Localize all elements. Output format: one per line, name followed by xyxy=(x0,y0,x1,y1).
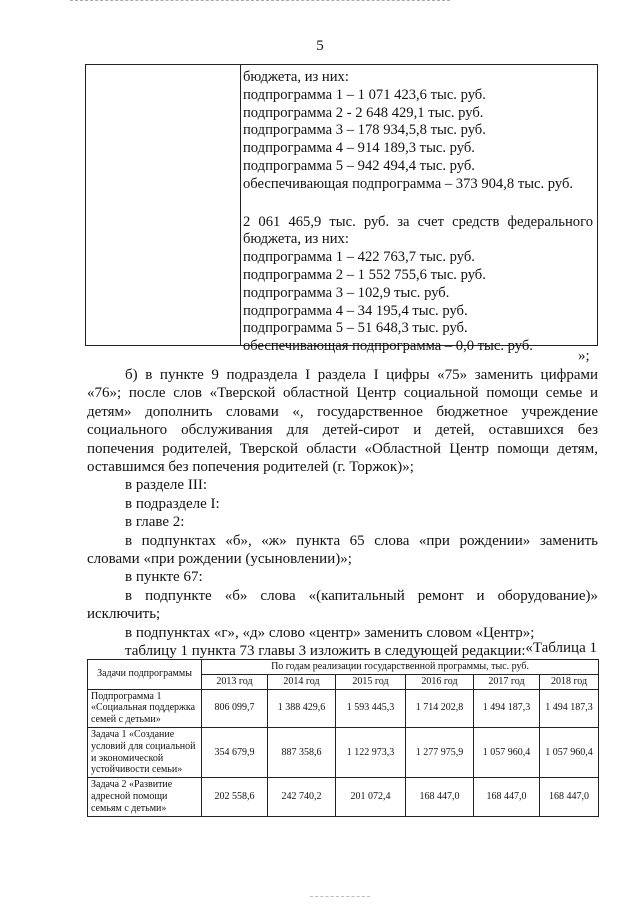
paragraph-line: исключить; xyxy=(87,606,161,623)
value-cell: 1 057 960,4 xyxy=(540,727,599,777)
value-cell: 354 679,9 xyxy=(202,727,268,777)
value-cell: 1 494 187,3 xyxy=(474,689,540,727)
federal-funding-line: 2 061 465,9 тыс. руб. за счет средств федерального xyxy=(243,213,593,230)
paragraph-line: в подпунктах «г», «д» слово «центр» заменить словом «Центр»; xyxy=(125,624,535,641)
value-cell: 202 558,6 xyxy=(202,778,268,816)
task-cell: Подпрограмма 1 «Социальная поддержка семей с детьми» xyxy=(88,689,202,727)
value-cell: 168 447,0 xyxy=(540,778,599,816)
value-cell: 168 447,0 xyxy=(406,778,474,816)
closing-quote: »; xyxy=(578,348,590,364)
funding-line: бюджета, из них: xyxy=(243,231,349,248)
value-cell: 201 072,4 xyxy=(336,778,406,816)
funding-table xyxy=(87,659,599,817)
paragraph-line: попечения родителей, Тверской области «Областной Центр помощи детям, xyxy=(87,440,598,457)
paragraph-line: таблицу 1 пункта 73 главы 3 изложить в следующей редакции: xyxy=(125,643,526,660)
funding-line: подпрограмма 1 – 1 071 423,6 тыс. руб. xyxy=(243,86,486,103)
paragraph-line: в подпункте «б» слова «(капитальный ремонт и оборудование)» xyxy=(125,587,598,604)
value-cell: 1 057 960,4 xyxy=(474,727,540,777)
chapter-heading: в главе 2: xyxy=(125,514,185,531)
funding-line: подпрограмма 5 – 942 494,4 тыс. руб. xyxy=(243,157,475,174)
value-cell: 1 277 975,9 xyxy=(406,727,474,777)
column-header-year: 2013 год xyxy=(202,674,268,689)
column-header-year: 2016 год xyxy=(406,674,474,689)
table-row xyxy=(88,727,599,777)
column-header-year: 2017 год xyxy=(474,674,540,689)
column-header-years-group: По годам реализации государственной программы, тыс. руб. xyxy=(202,660,599,675)
table-caption: «Таблица 1 xyxy=(525,640,597,656)
table-row xyxy=(88,778,599,816)
scan-artifact-bottom xyxy=(310,896,370,899)
funding-line: подпрограмма 4 – 914 189,3 тыс. руб. xyxy=(243,140,475,157)
column-header-year: 2015 год xyxy=(336,674,406,689)
funding-cell xyxy=(243,69,593,356)
paragraph-line: словами «при рождении (усыновлении)»; xyxy=(87,551,352,568)
value-cell: 242 740,2 xyxy=(268,778,336,816)
column-header-year: 2018 год xyxy=(540,674,599,689)
paragraph-line: «76»; после слов «Тверской областной Центр социальной помощи семье и xyxy=(87,385,598,402)
column-header-tasks: Задачи подпрограммы xyxy=(88,660,202,690)
paragraph-line: в пункте 67: xyxy=(125,569,203,586)
funding-line: подпрограмма 5 – 51 648,3 тыс. руб. xyxy=(243,320,468,337)
section-heading: в разделе III: xyxy=(125,477,207,494)
scan-artifact-top xyxy=(70,0,450,4)
table-header-row xyxy=(88,660,599,675)
task-cell: Задача 1 «Создание условий для социальной и экономической устойчивости семьи» xyxy=(88,727,202,777)
paragraph-line: социального обслуживания для детей-сирот и детей, оставшихся без xyxy=(87,422,598,439)
paragraph-line: б) в пункте 9 подраздела I раздела I цифры «75» заменить цифрами xyxy=(125,367,598,383)
value-cell: 168 447,0 xyxy=(474,778,540,816)
funding-line: обеспечивающая подпрограмма – 373 904,8 тыс. руб. xyxy=(243,175,574,192)
paragraph-line: оставшимся без попечения родителей (г. Торжок)»; xyxy=(87,459,414,476)
task-cell: Задача 2 «Развитие адресной помощи семьям с детьми» xyxy=(88,778,202,816)
paragraph-line: в подпунктах «б», «ж» пункта 65 слова «при рождении» заменить xyxy=(125,532,598,549)
funding-line: обеспечивающая подпрограмма – 0,0 тыс. руб. xyxy=(243,338,533,355)
funding-line: подпрограмма 3 – 178 934,5,8 тыс. руб. xyxy=(243,122,486,139)
subsection-heading: в подразделе I: xyxy=(125,495,220,512)
page-number: 5 xyxy=(316,38,324,54)
continuation-table xyxy=(85,64,598,355)
funding-line: бюджета, из них: xyxy=(243,69,349,85)
value-cell: 1 122 973,3 xyxy=(336,727,406,777)
value-cell: 887 358,6 xyxy=(268,727,336,777)
funding-line: подпрограмма 2 – 1 552 755,6 тыс. руб. xyxy=(243,266,486,283)
value-cell: 1 593 445,3 xyxy=(336,689,406,727)
funding-line: подпрограмма 1 – 422 763,7 тыс. руб. xyxy=(243,249,475,266)
amendments-text xyxy=(87,366,598,661)
funding-line: подпрограмма 2 - 2 648 429,1 тыс. руб. xyxy=(243,104,484,121)
funding-line: подпрограмма 4 – 34 195,4 тыс. руб. xyxy=(243,302,468,319)
paragraph-line: детям» дополнить словами «, государственное бюджетное учреждение xyxy=(87,403,598,420)
table-row xyxy=(88,689,599,727)
value-cell: 806 099,7 xyxy=(202,689,268,727)
funding-line: подпрограмма 3 – 102,9 тыс. руб. xyxy=(243,284,450,301)
table-divider xyxy=(240,65,241,345)
column-header-year: 2014 год xyxy=(268,674,336,689)
value-cell: 1 388 429,6 xyxy=(268,689,336,727)
value-cell: 1 494 187,3 xyxy=(540,689,599,727)
value-cell: 1 714 202,8 xyxy=(406,689,474,727)
